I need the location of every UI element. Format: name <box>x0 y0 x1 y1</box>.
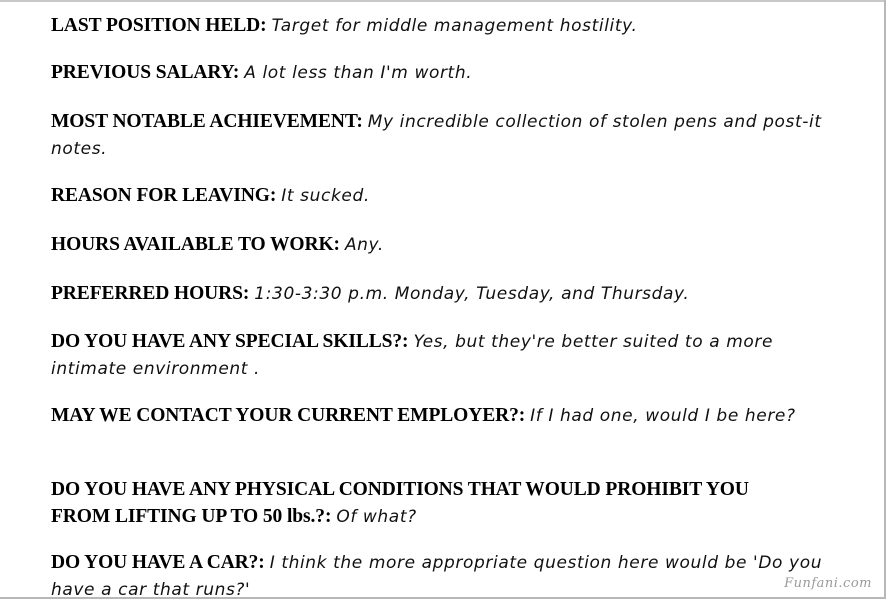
entry-hours-available <box>51 231 841 258</box>
handwritten-answer: Any. <box>344 235 384 255</box>
question-label: DO YOU HAVE ANY PHYSICAL CONDITIONS THAT WOULD PROHIBIT YOU FROM LIFTING UP TO 50 lbs.?: <box>51 479 749 527</box>
handwritten-answer: A lot less than I'm worth. <box>244 63 473 83</box>
handwritten-answer: My incredible collection of stolen pens and post-it notes. <box>51 112 822 159</box>
entry-contact-employer <box>51 402 826 429</box>
site-watermark: Funfani.com <box>784 576 872 591</box>
entry-physical-conditions <box>51 476 811 530</box>
entry-previous-salary <box>51 59 841 86</box>
top-border <box>0 0 884 2</box>
entry-have-car <box>51 549 826 603</box>
handwritten-answer: It sucked. <box>281 186 370 206</box>
question-label: DO YOU HAVE A CAR?: <box>51 552 265 573</box>
entry-special-skills <box>51 328 841 382</box>
entry-last-position <box>51 12 841 39</box>
question-label: MOST NOTABLE ACHIEVEMENT: <box>51 111 363 132</box>
question-label: DO YOU HAVE ANY SPECIAL SKILLS?: <box>51 331 409 352</box>
question-label: LAST POSITION HELD: <box>51 15 267 36</box>
handwritten-answer: Of what? <box>336 507 417 527</box>
handwritten-answer: 1:30-3:30 p.m. Monday, Tuesday, and Thursday. <box>254 284 690 304</box>
question-label: REASON FOR LEAVING: <box>51 185 277 206</box>
question-label: PREFERRED HOURS: <box>51 283 250 304</box>
entry-preferred-hours <box>51 280 841 307</box>
handwritten-answer: Target for middle management hostility. <box>271 16 638 36</box>
question-label: PREVIOUS SALARY: <box>51 62 240 83</box>
entry-notable-achievement <box>51 108 831 162</box>
handwritten-answer: If I had one, would I be here? <box>530 406 796 426</box>
handwritten-answer: I think the more appropriate question here would be 'Do you have a car that runs?' <box>51 553 823 600</box>
question-label: MAY WE CONTACT YOUR CURRENT EMPLOYER?: <box>51 405 526 426</box>
handwritten-answer: Yes, but they're better suited to a more intimate environment . <box>51 332 774 379</box>
question-label: HOURS AVAILABLE TO WORK: <box>51 234 340 255</box>
entry-reason-leaving <box>51 182 841 209</box>
